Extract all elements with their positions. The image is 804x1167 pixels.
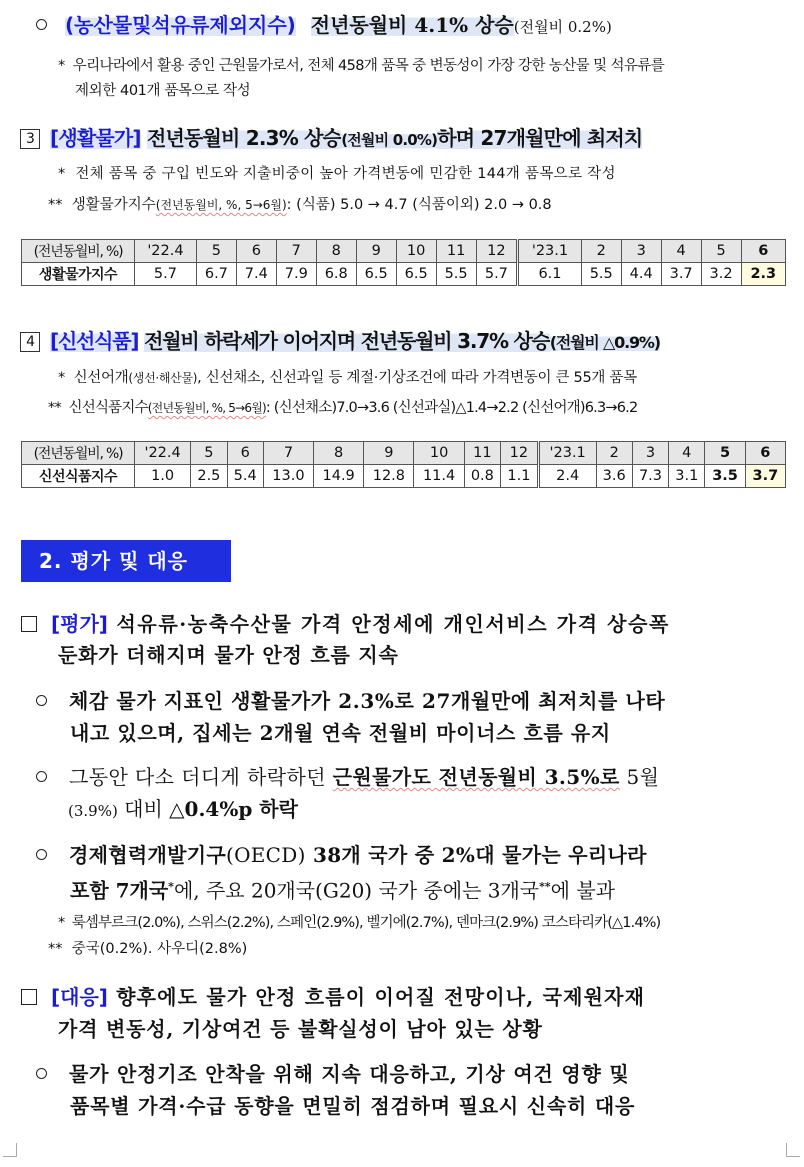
table-cell: 13.0 [263,465,313,488]
eval-bullet1-line1: 체감 물가 지표인 생활물가가 2.3%로 27개월만에 최저치를 나타 [36,684,665,718]
eval-bullet2-line1: 그동안 다소 더디게 하락하던 근원물가도 전년동월비 3.5%로 5월 [36,760,659,794]
table-month: 5 [196,240,236,263]
table-month: 4 [661,240,701,263]
resp-line1: [대응] 향후에도 물가 안정 흐름이 이어질 전망이나, 국제원자재 [21,980,645,1014]
table-month: 3 [621,240,661,263]
table-cell: 14.9 [314,465,364,488]
table-month: 11 [464,442,500,465]
table-month: 12 [501,442,539,465]
resp-tag: [대응] [51,985,108,1009]
table-cell: 7.3 [632,465,668,488]
table-row [22,465,786,488]
table-cell: 5.7 [135,263,197,286]
table-row-label: 신선식품지수 [22,465,135,488]
top-item-paren: (전월비 0.2%) [513,18,612,36]
table-cell: 3.1 [669,465,705,488]
table-month: 7 [276,240,316,263]
table-month: '23.1 [538,442,596,465]
table-month: 2 [596,442,632,465]
table-month: 6 [741,240,785,263]
section4-note1: * 신선어개(생선·해산물), 신선채소, 신선과일 등 계절·기상조건에 따라 가격변동이 큰 55개 품목 [58,370,637,386]
resp-line2: 가격 변동성, 기상여건 등 불확실성이 남아 있는 상황 [58,1017,543,1041]
table-cell: 7.4 [236,263,276,286]
table-row [22,263,786,286]
table-cell: 5.5 [581,263,621,286]
table-cell: 2.4 [538,465,596,488]
living-cost-table [21,239,786,286]
table-month: 8 [316,240,356,263]
eval-line1: [평가] 석유류·농축수산물 가격 안정세에 개인서비스 가격 상승폭 [21,607,670,641]
table-cell: 12.8 [364,465,414,488]
table-row-label: 생활물가지수 [22,263,135,286]
section3-label: [생활물가] [50,126,141,150]
bullet-circle-icon [36,19,47,30]
square-bullet-icon [21,616,37,632]
fresh-food-table [21,441,786,488]
top-item-label: (농산물및석유류제외지수) [65,13,296,37]
table-cell: 6.7 [196,263,236,286]
bullet-circle-icon [36,695,47,706]
square-bullet-icon [21,989,37,1005]
table-cell: 2.3 [741,263,785,286]
section3-note1: * 전체 품목 중 구입 빈도와 지출비중이 높아 가격변동에 민감한 144개 품목으로 작성 [58,166,616,182]
table-cell: 5.5 [436,263,476,286]
table-cell: 3.7 [661,263,701,286]
eval-footnote1: * 룩셈부르크(2.0%), 스위스(2.2%), 스페인(2.9%), 벨기에(2.7%), 덴마크(2.9%) 코스타리카(△1.4%) [58,915,661,931]
table-cell: 6.5 [396,263,436,286]
section3-number: 3 [20,129,40,149]
top-note-line1: * 우리나라에서 활용 중인 근원물가로서, 전체 458개 품목 중 변동성이 가장 강한 농산물 및 석유류를 [58,58,665,74]
table-cell: 3.2 [701,263,741,286]
top-item [36,10,612,42]
table-cell: 3.5 [705,465,745,488]
bullet-circle-icon [36,849,47,860]
table-cell: 3.7 [745,465,785,488]
table-cell: 7.9 [276,263,316,286]
top-item-text: 전년동월비 4.1% 상승 [310,13,514,37]
table-month: 9 [364,442,414,465]
bullet-circle-icon [36,1068,47,1079]
table-month: 5 [191,442,227,465]
resp-bullet1-line2: 품목별 가격·수급 동향을 면밀히 점검하며 필요시 신속히 대응 [70,1094,636,1118]
chapter-title: 2. 평가 및 대응 [21,540,231,582]
table-cell: 1.1 [501,465,539,488]
section4-number: 4 [20,332,40,352]
eval-bullet3-line2: 포함 7개국*에, 주요 20개국(G20) 국가 중에는 3개국**에 불과 [70,878,615,903]
table-header-label: (전년동월비, %) [22,240,135,263]
table-month: 2 [581,240,621,263]
table-month: 5 [705,442,745,465]
table-cell: 1.0 [135,465,191,488]
table-cell: 3.6 [596,465,632,488]
resp-bullet1-line1: 물가 안정기조 안착을 위해 지속 대응하고, 기상 여건 영향 및 [36,1057,630,1091]
section4-text-a: 전월비 하락세가 이어지며 전년동월비 3.7% 상승 [144,329,550,353]
section4-heading [20,325,660,354]
table-month: 6 [227,442,263,465]
table-month: 11 [436,240,476,263]
table-month: 12 [476,240,518,263]
table-month: 6 [745,442,785,465]
table-month: 8 [314,442,364,465]
table-month: 10 [396,240,436,263]
section3-paren: (전월비 0.0%) [341,131,438,149]
table-header-row [22,240,786,263]
table-cell: 6.8 [316,263,356,286]
eval-line2: 둔화가 더해지며 물가 안정 흐름 지속 [58,643,399,667]
table-month: '23.1 [518,240,582,263]
table-header-row [22,442,786,465]
table-month: '22.4 [135,240,197,263]
section4-note2: ** 신선식품지수(전년동월비, %, 5→6월): (신선채소)7.0→3.6 (신선과실)△1.4→2.2 (신선어개)6.3→6.2 [48,400,638,416]
table-header-label: (전년동월비, %) [22,442,135,465]
top-note-line2: 제외한 401개 품목으로 작성 [75,83,251,99]
table-cell: 6.1 [518,263,582,286]
table-month: '22.4 [135,442,191,465]
eval-bullet1-line2: 내고 있으며, 집세는 2개월 연속 전월비 마이너스 흐름 유지 [70,721,611,745]
table-month: 10 [414,442,464,465]
table-cell: 0.8 [464,465,500,488]
eval-footnote2: ** 중국(0.2%). 사우디(2.8%) [48,941,248,957]
table-cell: 2.5 [191,465,227,488]
section3-text-a: 전년동월비 2.3% 상승 [146,126,342,150]
bullet-circle-icon [36,771,47,782]
table-month: 7 [263,442,313,465]
section3-heading [20,122,642,151]
eval-tag: [평가] [51,612,108,636]
section3-text-b: 하며 27개월만에 최저치 [437,126,643,150]
table-cell: 6.5 [356,263,396,286]
table-month: 6 [236,240,276,263]
eval-bullet2-line2: (3.9%) 대비 △0.4%p 하락 [68,797,298,821]
table-month: 4 [669,442,705,465]
section4-label: [신선식품] [50,329,139,353]
table-month: 5 [701,240,741,263]
table-cell: 4.4 [621,263,661,286]
table-cell: 5.7 [476,263,518,286]
section3-note2: ** 생활물가지수(전년동월비, %, 5→6월): (식품) 5.0 → 4.7 (식품이외) 2.0 → 0.8 [48,197,552,213]
page-corner-bottom-right [786,1143,800,1157]
table-cell: 11.4 [414,465,464,488]
page-corner-bottom-left [3,1143,17,1157]
section4-paren: (전월비 △0.9%) [549,333,660,352]
table-month: 9 [356,240,396,263]
eval-bullet3-line1: 경제협력개발기구(OECD) 38개 국가 중 2%대 물가는 우리나라 [36,838,647,872]
table-month: 3 [632,442,668,465]
table-cell: 5.4 [227,465,263,488]
